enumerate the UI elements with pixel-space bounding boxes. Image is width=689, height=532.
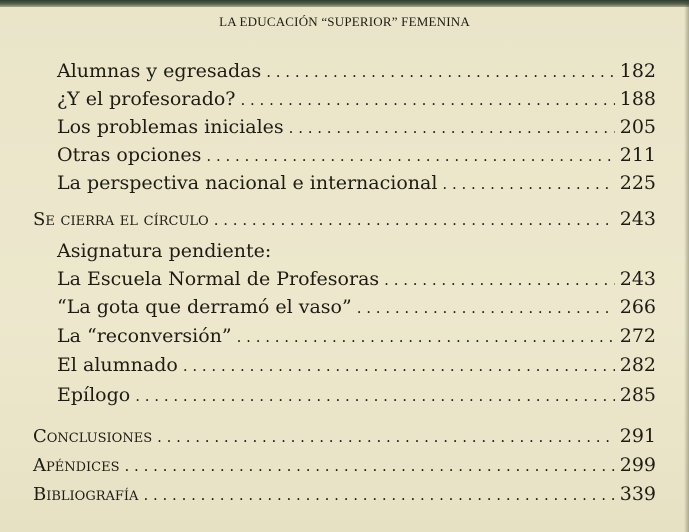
dot-leader bbox=[157, 428, 615, 446]
toc-section-title: Bibliografía bbox=[33, 484, 139, 505]
toc-entry-page: 299 bbox=[619, 454, 656, 476]
toc-entry bbox=[57, 60, 656, 82]
dot-leader bbox=[135, 387, 615, 405]
toc-entry-page: 266 bbox=[619, 296, 656, 318]
toc-entry-page: 188 bbox=[619, 88, 656, 110]
toc-entry-title: El alumnado bbox=[57, 354, 178, 376]
toc-entry-page: 282 bbox=[619, 354, 656, 376]
toc-entry-page: 285 bbox=[619, 384, 656, 406]
toc-entry bbox=[57, 384, 656, 406]
toc-entry bbox=[57, 172, 656, 194]
page-right-shadow bbox=[684, 0, 689, 532]
toc-entry bbox=[57, 268, 656, 290]
toc-entry-title: Los problemas iniciales bbox=[57, 116, 284, 138]
toc-entry bbox=[57, 296, 656, 318]
toc-section-title: Se cierra el círculo bbox=[33, 209, 209, 230]
dot-leader bbox=[266, 63, 615, 81]
dot-leader bbox=[240, 91, 614, 109]
toc-entry-page: 243 bbox=[619, 268, 656, 290]
toc-entry-page: 291 bbox=[619, 425, 656, 447]
toc-entry-title: “La gota que derramó el vaso” bbox=[57, 296, 352, 318]
toc-entry bbox=[57, 88, 656, 110]
toc-section-entry bbox=[33, 425, 656, 447]
dot-leader bbox=[237, 328, 615, 346]
toc-entry-page: 225 bbox=[619, 172, 656, 194]
toc-section-entry bbox=[33, 483, 656, 505]
toc-entry bbox=[57, 144, 656, 166]
toc-section-title: Apéndices bbox=[33, 455, 120, 476]
dot-leader bbox=[206, 147, 614, 165]
page-top-edge bbox=[0, 0, 689, 7]
dot-leader bbox=[143, 486, 614, 504]
dot-leader bbox=[183, 357, 615, 375]
toc-entry-page: 339 bbox=[619, 483, 656, 505]
running-head: LA EDUCACIÓN “SUPERIOR” FEMENINA bbox=[219, 14, 470, 29]
toc-section-entry bbox=[33, 208, 656, 230]
toc-section-entry bbox=[33, 454, 656, 476]
dot-leader bbox=[442, 175, 614, 193]
toc-entry-title: ¿Y el profesorado? bbox=[57, 88, 236, 110]
toc-entry-title: Epílogo bbox=[57, 384, 131, 406]
toc-entry-title: La perspectiva nacional e internacional bbox=[57, 172, 438, 194]
dot-leader bbox=[289, 119, 615, 137]
toc-entry-page: 205 bbox=[619, 116, 656, 138]
toc-entry-page: 272 bbox=[619, 325, 656, 347]
toc-entry bbox=[57, 354, 656, 376]
toc-entry bbox=[57, 325, 656, 347]
toc-section-title: Conclusiones bbox=[33, 426, 153, 447]
dot-leader bbox=[214, 211, 615, 229]
toc-entry-page: 211 bbox=[619, 144, 656, 166]
toc-entry-title: La “reconversión” bbox=[57, 325, 232, 347]
toc-entry-title: Otras opciones bbox=[57, 144, 202, 166]
toc-entry bbox=[57, 116, 656, 138]
toc-entry-title: Alumnas y egresadas bbox=[57, 60, 262, 82]
dot-leader bbox=[125, 457, 615, 475]
toc-entry-page: 243 bbox=[619, 208, 656, 230]
toc-entry-title: La Escuela Normal de Profesoras bbox=[57, 268, 380, 290]
dot-leader bbox=[384, 271, 615, 289]
toc-entry-page: 182 bbox=[619, 60, 656, 82]
dot-leader bbox=[357, 299, 615, 317]
toc-entry-title: Asignatura pendiente: bbox=[57, 240, 272, 262]
